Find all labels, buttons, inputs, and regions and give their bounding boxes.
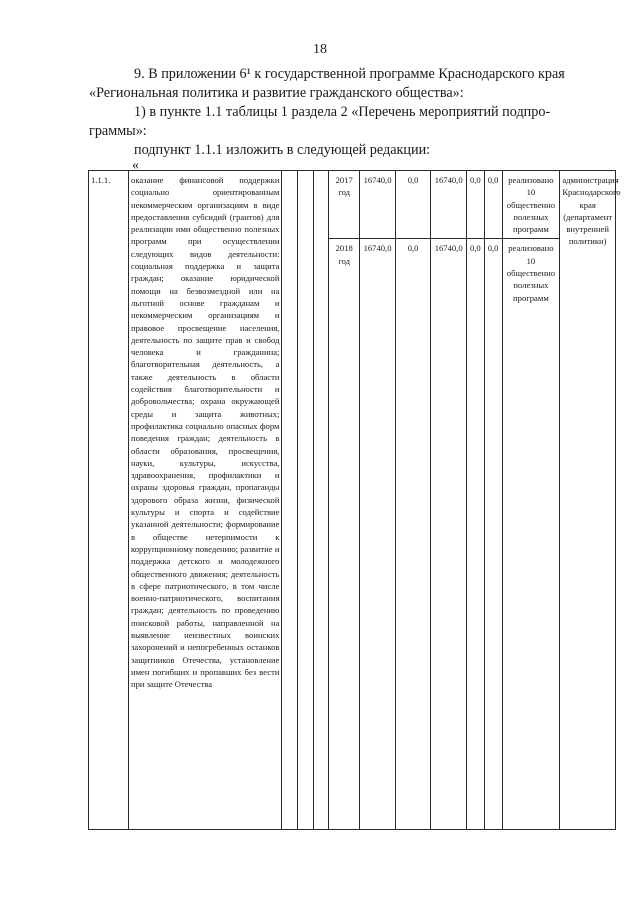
item-number: 1.1.1. [91, 175, 111, 185]
budget-value: 0,0 [487, 243, 499, 254]
budget-cell [395, 239, 431, 830]
page-number: 18 [313, 42, 327, 57]
year-cell [329, 239, 360, 830]
budget-cell [466, 171, 484, 239]
budget-value: 0,0 [469, 243, 481, 254]
activity-table [88, 170, 621, 830]
total-value: 16740,0 [363, 175, 392, 185]
empty-cell [282, 171, 298, 830]
item-number-cell [89, 171, 129, 830]
total-cell [360, 239, 396, 830]
paragraph-line-4: граммы»: [89, 123, 147, 139]
year-cell [329, 171, 360, 239]
paragraph-line-2: «Региональная политика и развитие гражданского общества»: [89, 85, 464, 101]
budget-cell [466, 239, 484, 830]
description-cell [129, 171, 282, 830]
result-cell [502, 239, 560, 830]
paragraph-line-1: 9. В приложении 6¹ к государственной программе Краснодарского края [134, 66, 565, 82]
result-cell [502, 171, 560, 239]
empty-cell [313, 171, 329, 830]
budget-value: 0,0 [407, 243, 419, 254]
budget-value: 0,0 [407, 175, 419, 185]
year-value: 2018 год [335, 243, 353, 266]
result-text: реализовано 10 общественно полезных программ [506, 243, 555, 303]
total-cell [360, 171, 396, 239]
executor-cell [560, 171, 621, 830]
year-value: 2017 год [335, 175, 353, 198]
budget-cell [484, 171, 502, 239]
result-text: реализовано 10 общественно полезных программ [506, 175, 555, 235]
budget-value: 16740,0 [434, 175, 463, 185]
paragraph-line-5: подпункт 1.1.1 изложить в следующей редакции: [134, 142, 431, 158]
description-text: оказание финансовой поддержки социально ориентированным некоммерческим организациям в виде предоставления субсидий (грантов) для реализации ими общественно полезных программ при осуществлении следующих видов деятельности: социальная поддержка и защита граждан; оказание юридической помощи на безвозмездной или на льготной основе гражданам и некоммерческим организациям и правовое просвещение населения, деятельность по защите прав и свобод человека и гражданина; благотворительная деятельность, а также деятельность в области содействия благотворительности и добровольчества; охрана окружающей среды и защита животных; профилактика социально опасных форм поведения граждан; деятельность в области образования, просвещения, науки, культуры, искусства, здравоохранения, профилактики и охраны здоровья граждан, пропаганды здорового образа жизни, физической культуры и спорта и содействие указанной деятельности; формирование в обществе нетерпимости к коррупционному поведению; развитие и поддержка детского и молодежного общественного движения; деятельность в сфере патриотического, в том числе военно-патриотического, воспитания граждан; деятельность по проведению поисковой работы, направленной на выявление неизвестных воинских захоронений и непогребенных останков защитников Отечества, установление имен погибших и пропавших без вести при защите Отечества [131, 175, 280, 690]
total-value: 16740,0 [363, 243, 392, 254]
budget-value: 0,0 [469, 175, 481, 185]
budget-cell [395, 171, 431, 239]
budget-value: 16740,0 [434, 243, 463, 254]
budget-cell [484, 239, 502, 830]
empty-cell [298, 171, 314, 830]
budget-cell [431, 171, 467, 239]
executor-text: администрация Краснодарского края (департамент внутренней политики) [562, 175, 621, 247]
paragraph-line-3: 1) в пункте 1.1 таблицы 1 раздела 2 «Перечень мероприятий подпро- [134, 104, 551, 120]
budget-cell [431, 239, 467, 830]
budget-value: 0,0 [487, 175, 499, 185]
table-row [89, 171, 616, 239]
open-quote: « [132, 158, 139, 173]
